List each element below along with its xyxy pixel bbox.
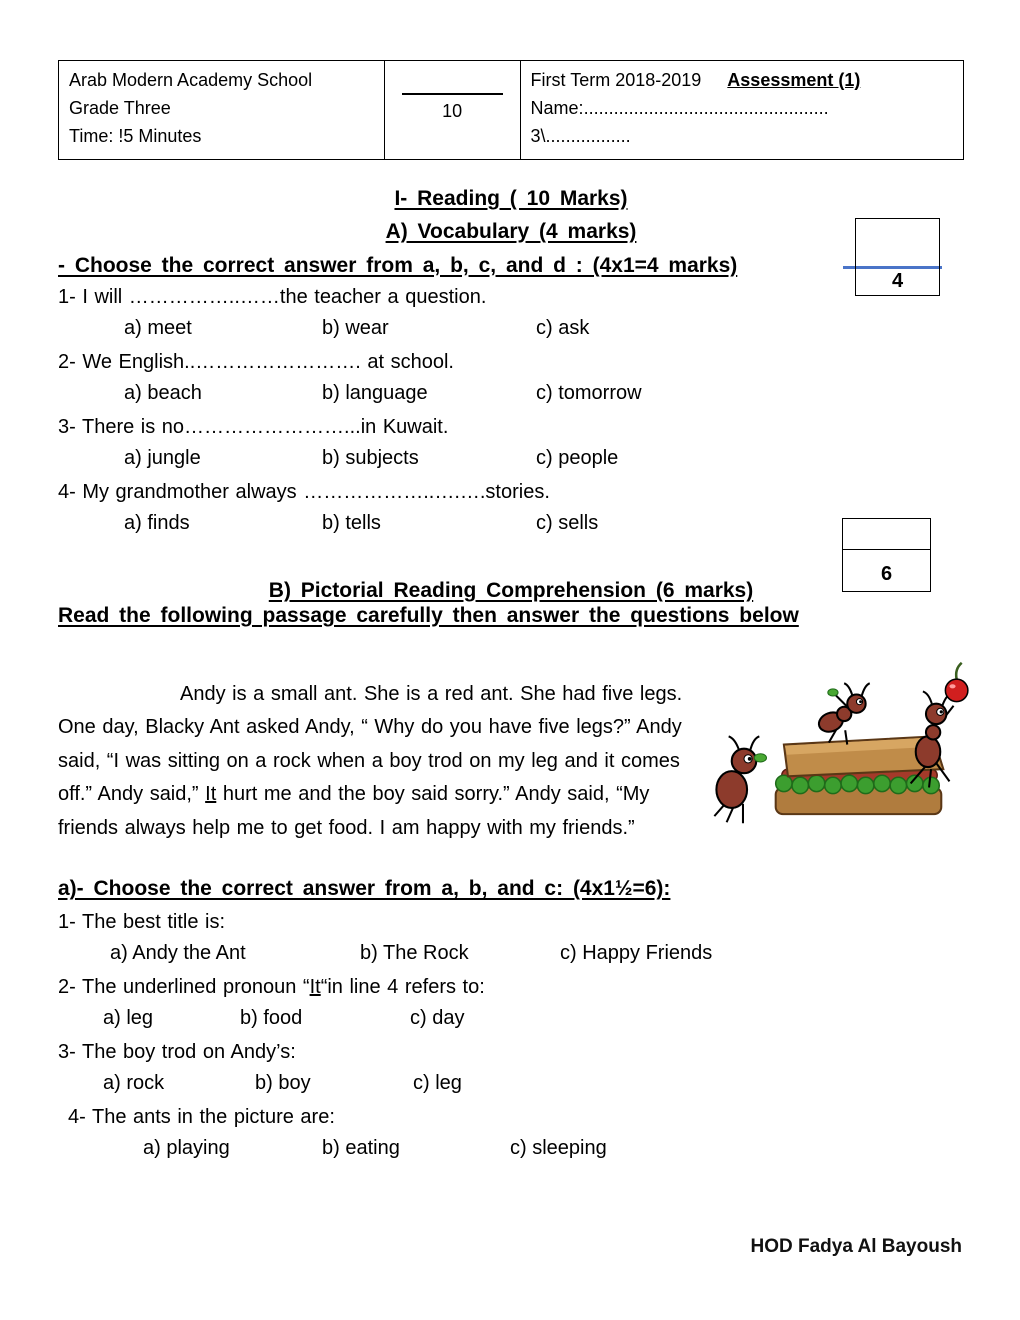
- option-c[interactable]: c) Happy Friends: [560, 942, 713, 965]
- passage-text-before: Andy is a small ant. She is a red ant. She had five legs. One day, Blacky Ant asked Andy, “ Why do you have five legs?” Andy said, “I was sitting on a rock when a boy trod on my leg and it comes off.” Andy said,”: [58, 682, 683, 806]
- vocab-score-value: 4: [891, 270, 904, 292]
- option-a[interactable]: a) meet: [124, 316, 192, 339]
- time-label: Time: !5 Minutes: [69, 125, 202, 146]
- vocab-question-3: [58, 412, 964, 474]
- question-text-after: “in line 4 refers to:: [320, 976, 485, 999]
- vocab-question-1: [58, 282, 964, 344]
- comprehension-heading: B) Pictorial Reading Comprehension (6 marks): [268, 578, 754, 602]
- option-b[interactable]: b) The Rock: [360, 942, 469, 965]
- vocab-question-4: [58, 477, 964, 539]
- option-c[interactable]: c) people: [536, 446, 619, 469]
- option-a[interactable]: a) leg: [103, 1007, 154, 1030]
- option-b[interactable]: b) language: [322, 381, 428, 404]
- header-score-cell: [384, 61, 520, 160]
- total-marks: 10: [442, 101, 463, 121]
- comprehension-questions: [58, 907, 964, 1164]
- question-options: [58, 1003, 964, 1034]
- option-a[interactable]: a) beach: [124, 381, 202, 404]
- exam-content: [58, 60, 964, 1167]
- question-text: 2- We English..……………………. at school.: [58, 350, 454, 373]
- option-b[interactable]: b) tells: [322, 511, 381, 534]
- question-text: 4- My grandmother always ………………..….….stories.: [58, 480, 550, 503]
- option-c[interactable]: c) day: [410, 1007, 465, 1030]
- question-options: [58, 508, 964, 539]
- grade-label: Grade Three: [69, 97, 171, 118]
- name-blank-line: Name:.................................................: [530, 97, 829, 118]
- option-c[interactable]: c) ask: [536, 316, 590, 339]
- cherry-graphic: [945, 679, 967, 701]
- class-blank-line: 3\.................: [530, 125, 631, 146]
- vocabulary-questions: [58, 282, 964, 539]
- comp-question-3: [58, 1037, 964, 1099]
- option-a[interactable]: a) finds: [124, 511, 190, 534]
- comprehension-instruction: a)- Choose the correct answer from a, b, and c: (4x1½=6):: [58, 877, 671, 901]
- question-text: 3- There is no……………………...in Kuwait.: [58, 415, 449, 438]
- comp-question-1: [58, 907, 964, 969]
- reading-title: I- Reading ( 10 Marks): [394, 186, 628, 210]
- option-b[interactable]: b) wear: [322, 316, 389, 339]
- passage-underlined-pronoun: It: [205, 783, 217, 806]
- question-text: 3- The boy trod on Andy’s:: [58, 1041, 296, 1064]
- hod-signature: HOD Fadya Al Bayoush: [750, 1236, 962, 1257]
- option-b[interactable]: b) eating: [322, 1137, 400, 1160]
- question-options: [58, 378, 964, 409]
- vocabulary-heading: A) Vocabulary (4 marks): [385, 219, 637, 243]
- question-options: [58, 313, 964, 344]
- option-c[interactable]: c) leg: [413, 1072, 462, 1095]
- question-text: 4- The ants in the picture are:: [68, 1106, 335, 1129]
- option-a[interactable]: a) rock: [103, 1072, 165, 1095]
- vocabulary-instruction: - Choose the correct answer from a, b, c, and d : (4x1=4 marks): [58, 253, 738, 277]
- term-label: First Term 2018-2019: [530, 70, 702, 90]
- option-b[interactable]: b) subjects: [322, 446, 419, 469]
- comp-question-4: [58, 1102, 964, 1164]
- comp-question-2: [58, 972, 964, 1034]
- question-underlined-pronoun: It: [309, 976, 321, 999]
- option-a[interactable]: a) jungle: [124, 446, 201, 469]
- question-text: 1- I will ……………..……the teacher a question.: [58, 285, 487, 308]
- header-term-cell: [520, 61, 963, 160]
- ants-sandwich-image: [698, 646, 974, 836]
- school-name: Arab Modern Academy School: [69, 70, 313, 90]
- reading-passage: [58, 678, 710, 846]
- ant-left-graphic: [714, 736, 766, 823]
- reading-title-block: [58, 182, 964, 282]
- question-options: [58, 1133, 964, 1164]
- question-options: [58, 443, 964, 474]
- question-text: 1- The best title is:: [58, 911, 226, 934]
- question-text-before: 2- The underlined pronoun “: [58, 976, 310, 999]
- question-options: [58, 1068, 964, 1099]
- question-options: [58, 938, 964, 969]
- question-text: [58, 972, 964, 1003]
- read-passage-instruction: Read the following passage carefully then answer the questions below: [58, 603, 799, 627]
- header-table: [58, 60, 964, 160]
- passage-text-after: hurt me and the boy said sorry.” Andy said, “My friends always help me to get food. I am happy with my friends.”: [58, 783, 650, 839]
- option-c[interactable]: c) tomorrow: [536, 381, 642, 404]
- vocab-question-2: [58, 347, 964, 409]
- header-school-cell: [59, 61, 385, 160]
- score-box-divider: [843, 549, 930, 550]
- option-c[interactable]: c) sleeping: [510, 1137, 607, 1160]
- score-blank-line: [402, 93, 503, 95]
- option-c[interactable]: c) sells: [536, 511, 599, 534]
- comprehension-score-box: [842, 518, 931, 592]
- comprehension-score-value: 6: [880, 563, 893, 585]
- ants-sandwich-illustration: [698, 646, 974, 836]
- vocab-score-box: [855, 218, 940, 296]
- assessment-label: Assessment (1): [727, 70, 861, 90]
- option-a[interactable]: a) playing: [143, 1137, 230, 1160]
- ant-top-graphic: [816, 683, 870, 744]
- option-a[interactable]: a) Andy the Ant: [110, 942, 246, 965]
- option-b[interactable]: b) food: [240, 1007, 303, 1030]
- option-b[interactable]: b) boy: [255, 1072, 311, 1095]
